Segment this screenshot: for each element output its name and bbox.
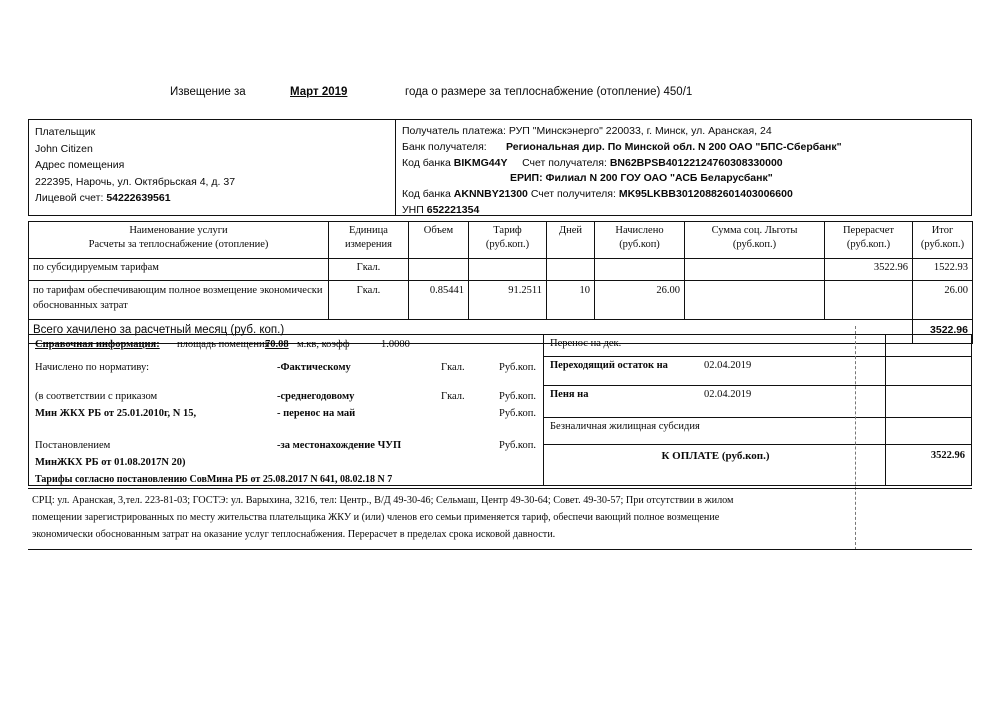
recipient-account-value: BN62BPSB40122124760308330000 xyxy=(609,156,783,169)
summary-value-1 xyxy=(885,357,971,386)
item2-currency: Руб.коп. xyxy=(499,408,536,419)
payer-account-number: 54222639561 xyxy=(106,192,171,204)
reference-section xyxy=(28,334,972,486)
recipient-bank-name: Региональная дир. По Минской обл. N 200 ОАО "БПС-Сбербанк" xyxy=(506,140,842,153)
recipient-account2-value: MK95LKBB30120882601403006600 xyxy=(618,188,793,201)
th-service-l1: Наименование услуги xyxy=(129,225,228,236)
recipient-account-label: Счет получателя: xyxy=(522,156,607,169)
summary-label-text-1: Переходящий остаток на xyxy=(550,359,668,371)
table-row xyxy=(29,281,973,320)
recipient-line1: Получатель платежа: РУП "Минскэнерго" 220033, г. Минск, ул. Аранская, 24 xyxy=(402,125,772,137)
row0-accrued xyxy=(595,259,685,281)
row1-accrued: 26.00 xyxy=(595,281,685,320)
summary-value-2 xyxy=(885,386,971,417)
row0-volume xyxy=(409,259,469,281)
th-benefit-l1: Сумма соц. Льготы xyxy=(711,225,798,236)
row1-total: 26.00 xyxy=(913,281,973,320)
summary-row-subsidy xyxy=(544,418,971,445)
th-service xyxy=(29,222,329,259)
resolution-line2: МинЖКХ РБ от 01.08.2017N 20) xyxy=(35,457,186,468)
summary-row-payable xyxy=(544,445,971,485)
billing-month: Март 2019 xyxy=(290,86,348,98)
row1-days: 10 xyxy=(547,281,595,320)
th-unit-l2: измерения xyxy=(345,239,392,250)
item0-unit: Гкал. xyxy=(441,362,465,373)
th-unit xyxy=(329,222,409,259)
payer-address-label: Адрес помещения xyxy=(35,159,125,171)
row1-name: по тарифам обеспечивающим полное возмещение экономически обоснованных затрат xyxy=(29,281,329,320)
charges-table xyxy=(28,221,973,344)
recipient-block xyxy=(396,120,971,215)
th-tariff-l2: (руб.коп.) xyxy=(485,239,530,250)
payable-value: 3522.96 xyxy=(885,445,971,485)
payer-name: John Citizen xyxy=(35,142,93,155)
item0-label: -Фактическому xyxy=(277,362,351,373)
th-accrued xyxy=(595,222,685,259)
header-info-box xyxy=(28,119,972,216)
summary-label-text-0: Перенос на дек. xyxy=(550,338,622,349)
item3-label: -за местонахождение ЧУП xyxy=(277,440,402,451)
bank-code-label: Код банка xyxy=(402,156,451,169)
row0-days xyxy=(547,259,595,281)
summary-label-0 xyxy=(544,335,885,356)
th-unit-l1: Единица xyxy=(349,225,388,236)
row1-benefit xyxy=(685,281,825,320)
th-accrued-l1: Начислено xyxy=(615,225,664,236)
th-volume xyxy=(409,222,469,259)
bank-code2-label: Код банка xyxy=(402,188,451,201)
reference-heading: Справочная информация: xyxy=(35,339,160,350)
recipient-bank-label: Банк получателя: xyxy=(402,140,487,153)
item1-currency: Руб.коп. xyxy=(499,391,536,402)
th-days xyxy=(547,222,595,259)
table-row xyxy=(29,259,973,281)
summary-label-text-2: Пеня на xyxy=(550,389,589,401)
summary-row-carryover-dec xyxy=(544,335,971,357)
row0-tariff xyxy=(469,259,547,281)
summary-label-3 xyxy=(544,418,885,444)
area-label: площадь помещения xyxy=(177,339,270,350)
payable-label: К ОПЛАТЕ (руб.коп.) xyxy=(661,449,770,462)
summary-date-2: 02.04.2019 xyxy=(704,389,752,401)
accrued-norm-label: Начислено по нормативу: xyxy=(35,362,150,373)
row1-volume: 0.85441 xyxy=(409,281,469,320)
resolution-line1: Постановлением xyxy=(35,440,111,451)
bank-code2-value: AKNNBY21300 xyxy=(453,188,528,201)
title-label: Извещение за xyxy=(170,86,246,98)
document-title-row xyxy=(170,86,930,106)
summary-label-text-3: Безналичная жилищная субсидия xyxy=(550,420,700,432)
summary-value-3 xyxy=(885,418,971,444)
payer-heading: Плательщик xyxy=(35,126,96,138)
th-total-l1: Итог xyxy=(931,225,954,236)
recipient-bank-row xyxy=(402,140,971,156)
row1-recalc xyxy=(825,281,913,320)
row1-tariff: 91.2511 xyxy=(469,281,547,320)
th-total-l2: (руб.коп.) xyxy=(920,239,965,250)
item3-currency: Руб.коп. xyxy=(499,440,536,451)
row0-total: 1522.93 xyxy=(913,259,973,281)
th-service-l2: Расчеты за теплоснабжение (отопление) xyxy=(88,239,269,250)
th-tariff-l1: Тариф xyxy=(493,225,522,236)
recipient-code2-row xyxy=(402,187,971,203)
payer-account-label: Лицевой счет: xyxy=(35,192,104,204)
summary-row-balance xyxy=(544,357,971,387)
payer-account-row xyxy=(35,190,395,207)
order-line1: (в соответствии с приказом xyxy=(35,391,158,402)
th-volume-l1: Объем xyxy=(423,225,454,236)
th-total xyxy=(913,222,973,259)
unp-label: УНП xyxy=(402,203,424,216)
item0-currency: Руб.коп. xyxy=(499,362,536,373)
th-recalc-l2: (руб.коп.) xyxy=(846,239,891,250)
unp-value: 652221354 xyxy=(426,203,480,216)
summary-label-1 xyxy=(544,357,885,386)
erip-line xyxy=(402,171,971,187)
recipient-account2-label: Счет получителя: xyxy=(530,188,616,201)
footer-note xyxy=(28,488,972,550)
order-line2: Мин ЖКХ РБ от 25.01.2010г, N 15, xyxy=(35,408,197,419)
payer-address: 222395, Нарочь, ул. Октябрьская 4, д. 37 xyxy=(35,175,236,188)
item2-label: - перенос на май xyxy=(277,408,356,419)
area-value: 70.08 xyxy=(265,339,289,350)
item1-unit: Гкал. xyxy=(441,391,465,402)
area-units: м.кв, коэфф xyxy=(297,339,350,350)
tariffs-note: Тарифы согласно постановлению СовМина РБ от 25.08.2017 N 641, 08.02.18 N 7 xyxy=(35,474,393,485)
bank-code-value: BIKMG44Y xyxy=(453,156,508,169)
summary-row-penalty xyxy=(544,386,971,418)
footer-line-1: СРЦ: ул. Аранская, 3,тел. 223-81-03; ГОСТЭ: ул. Варыхина, 3216, тел: Центр., В/Д 49-30-46; Сельмаш, Центр 49-30-64; Совет. 49-30-57; При отсутствии в жилом xyxy=(32,495,734,506)
footer-line-3: экономически обоснованным затрат на оказание услуг теплоснабжения. Перерасчет в пределах срока исковой давности. xyxy=(32,529,556,540)
reference-left-panel xyxy=(29,335,544,485)
total-value: 3522.96 xyxy=(913,320,973,344)
title-description: года о размере за теплоснабжение (отопление) 450/1 xyxy=(405,86,693,98)
coefficient-value: 1.0000 xyxy=(381,339,410,350)
th-benefit xyxy=(685,222,825,259)
row0-name: по субсидируемым тарифам xyxy=(29,259,329,281)
unp-row xyxy=(402,203,971,219)
th-accrued-l2: (руб.коп) xyxy=(619,239,660,250)
summary-value-0 xyxy=(885,335,971,356)
th-tariff xyxy=(469,222,547,259)
summary-label-2 xyxy=(544,386,885,417)
row0-benefit xyxy=(685,259,825,281)
row1-unit: Гкал. xyxy=(329,281,409,320)
th-benefit-l2: (руб.коп.) xyxy=(732,239,777,250)
table-header-row xyxy=(29,222,973,259)
item1-label: -среднегодовому xyxy=(277,391,355,402)
th-days-l1: Дней xyxy=(558,225,583,236)
footer-line-2: помещении зарегистрированных по месту жительства плательщика ЖКУ и (или) членов его семьи применяется тариф, обеспечи вающий полное возмещение xyxy=(32,512,720,523)
total-label: Всего хачилено за расчетный месяц (руб. коп.) xyxy=(29,320,913,344)
th-recalc-l1: Перерасчет xyxy=(842,225,895,236)
erip-text: ЕРИП: Филиал N 200 ГОУ ОАО "АСБ Беларусбанк" xyxy=(510,172,773,185)
summary-date-1: 02.04.2019 xyxy=(704,359,752,371)
th-recalc xyxy=(825,222,913,259)
recipient-code-row xyxy=(402,156,971,172)
row0-unit: Гкал. xyxy=(329,259,409,281)
row0-recalc: 3522.96 xyxy=(825,259,913,281)
payer-block xyxy=(29,120,396,215)
summary-panel xyxy=(544,335,971,485)
